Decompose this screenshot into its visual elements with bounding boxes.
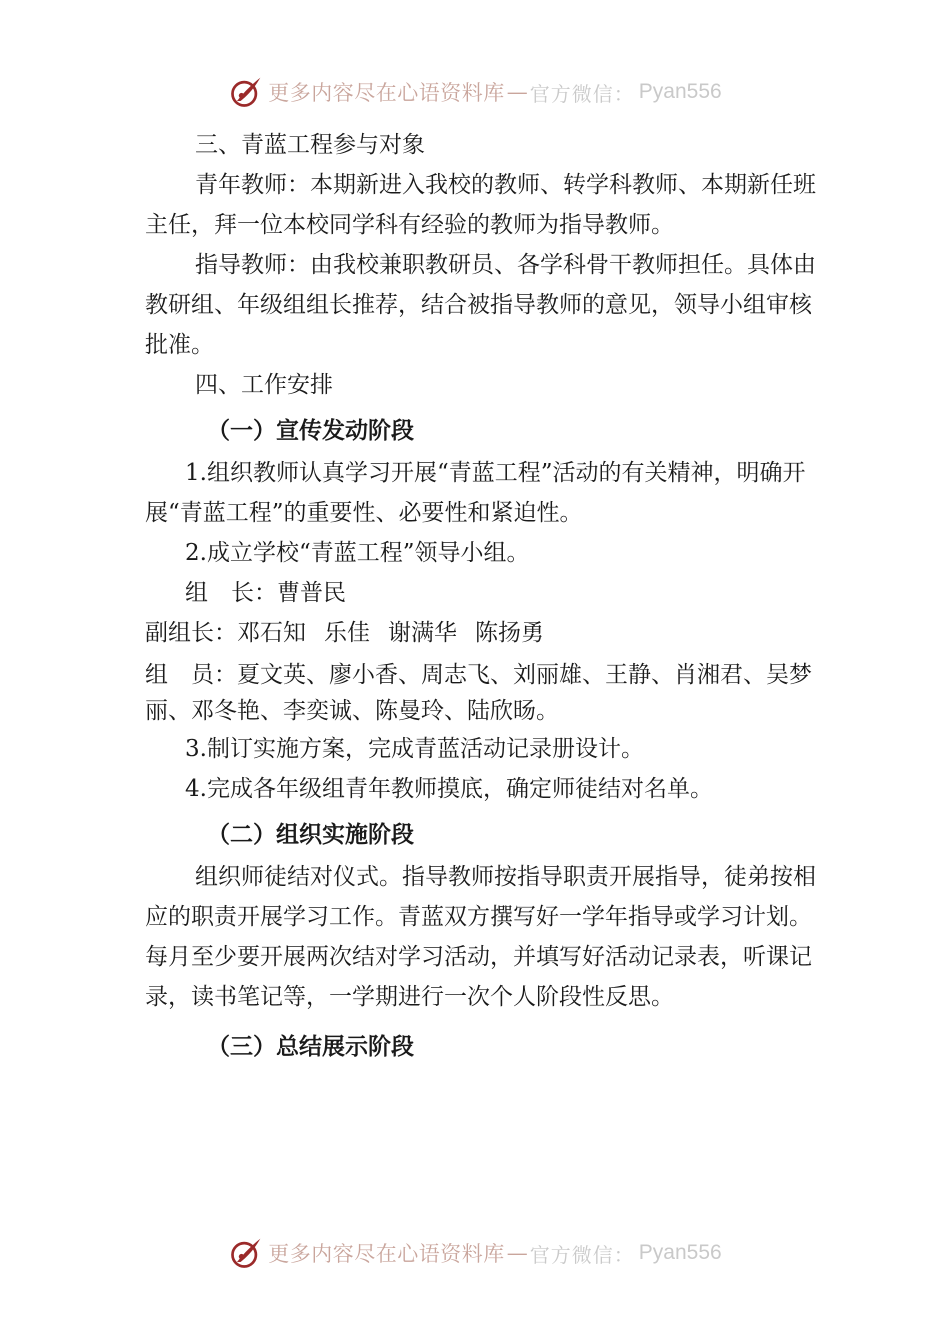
item-4-paragraph: 4.完成各年级组青年教师摸底，确定师徒结对名单。 — [185, 776, 713, 802]
deputy-leaders-line — [145, 613, 825, 653]
quill-logo-icon — [228, 1235, 264, 1271]
stage-2-heading: （二）组织实施阶段 — [207, 822, 414, 848]
watermark-wechat-label: 官方微信： — [529, 1242, 635, 1267]
quill-logo-icon — [228, 74, 264, 110]
stage-3-heading: （三）总结展示阶段 — [207, 1034, 414, 1060]
watermark-wechat-id: Pyan556 — [638, 1241, 722, 1264]
deputy-name: 邓石知 — [237, 620, 306, 646]
watermark-brand: 更多内容尽在心语资料库 — [268, 81, 505, 105]
item-3-paragraph: 3.制订实施方案，完成青蓝活动记录册设计。 — [185, 736, 644, 762]
deputy-label: 副组长： — [145, 620, 237, 646]
guide-teacher-paragraph: 指导教师：由我校兼职教研员、各学科骨干教师担任。具体由教研组、年级组组长推荐，结合被指导教师的意见，领导小组审核批准。 — [145, 252, 816, 358]
deputy-name: 谢满华 — [388, 620, 457, 646]
item-2-paragraph: 2.成立学校“青蓝工程”领导小组。 — [185, 540, 530, 566]
stage-1-heading: （一）宣传发动阶段 — [207, 418, 414, 444]
section-3-title: 三、青蓝工程参与对象 — [195, 132, 425, 158]
deputy-name: 陈扬勇 — [475, 620, 544, 646]
watermark-wechat-id: Pyan556 — [638, 80, 722, 103]
leader-line: 组 长：曹普民 — [185, 580, 346, 606]
watermark-wechat-label: 官方微信： — [529, 81, 635, 106]
young-teacher-paragraph: 青年教师：本期新进入我校的教师、转学科教师、本期新任班主任，拜一位本校同学科有经验的教师为指导教师。 — [145, 172, 816, 238]
section-4-title: 四、工作安排 — [195, 372, 333, 398]
watermark-brand: 更多内容尽在心语资料库 — [268, 1242, 505, 1266]
deputy-name: 乐佳 — [324, 620, 370, 646]
watermark-banner-top — [0, 72, 950, 112]
watermark-dash: — — [506, 1241, 528, 1265]
members-paragraph: 组 员：夏文英、廖小香、周志飞、刘丽雄、王静、肖湘君、吴梦丽、邓冬艳、李奕诚、陈曼玲、陆欣旸。 — [145, 662, 812, 724]
watermark-banner-bottom — [0, 1233, 950, 1273]
document-body — [145, 125, 825, 1069]
stage-2-paragraph: 组织师徒结对仪式。指导教师按指导职责开展指导，徒弟按相应的职责开展学习工作。青蓝双方撰写好一学年指导或学习计划。每月至少要开展两次结对学习活动，并填写好活动记录表，听课记录，读书笔记等，一学期进行一次个人阶段性反思。 — [145, 864, 816, 1010]
watermark-dash: — — [506, 80, 528, 104]
item-1-paragraph: 1.组织教师认真学习开展“青蓝工程”活动的有关精神，明确开展“青蓝工程”的重要性、必要性和紧迫性。 — [145, 460, 806, 526]
